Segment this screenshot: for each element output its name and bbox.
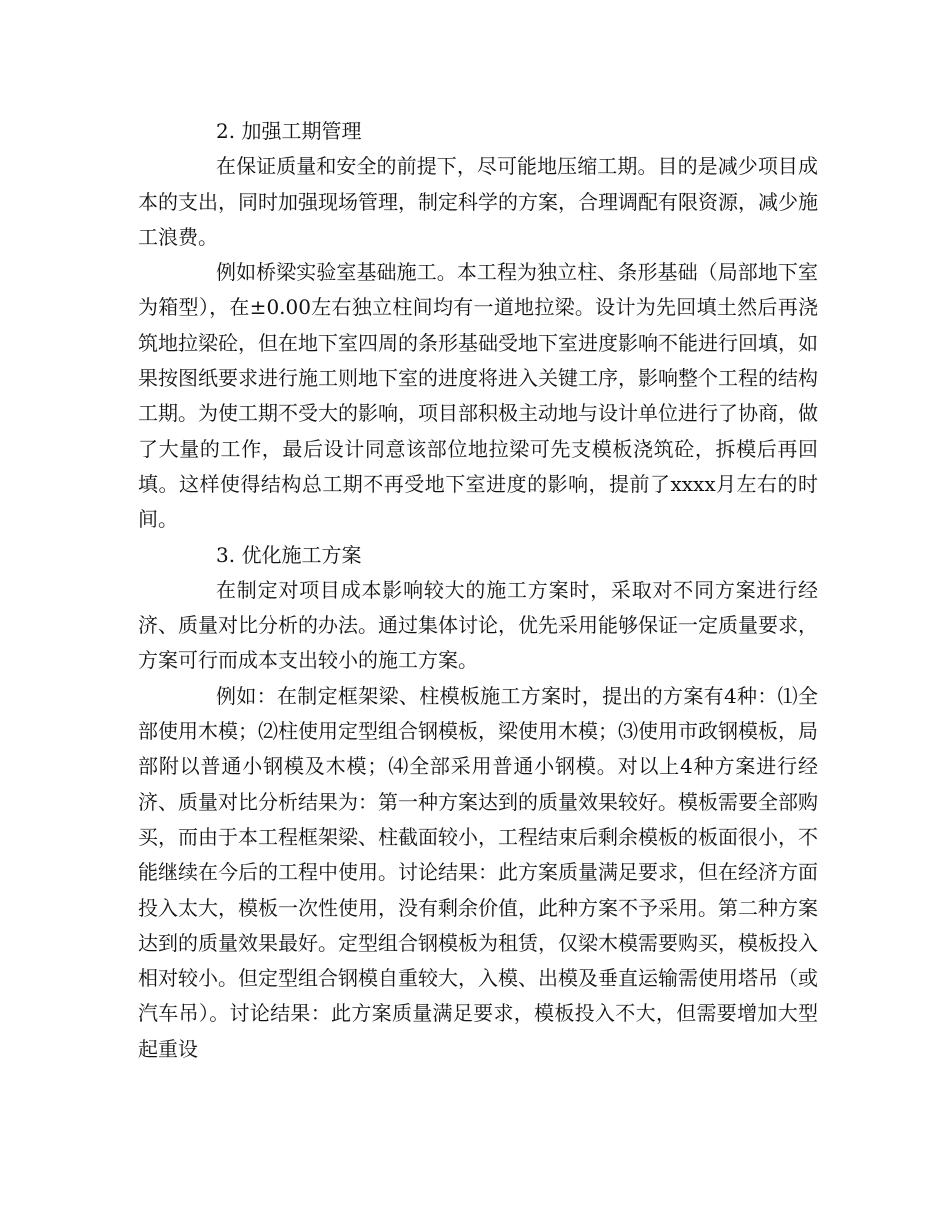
section-heading-2: 2. 加强工期管理 [216, 119, 362, 143]
paragraph-plan-comparison: 在制定对项目成本影响较大的施工方案时，采取对不同方案进行经济、质量对比分析的办法。通过集体讨论，优先采用能够保证一定质量要求，方案可行而成本支出较小的施工方案。 [138, 577, 818, 673]
paragraph-bridge-lab-example: 例如桥梁实验室基础施工。本工程为独立柱、条形基础（局部地下室为箱型），在±0.00左右独立柱间均有一道地拉梁。设计为先回填土然后再浇筑地拉梁砼，但在地下室四周的条形基础受地下室进度影响不能进行回填，如果按图纸要求进行施工则地下室的进度将进入关键工序，影响整个工程的结构工期。为使工期不受大的影响，项目部积极主动地与设计单位进行了协商，做了大量的工作，最后设计同意该部位地拉梁可先支模板浇筑砼，拆模后再回填。这样使得结构总工期不再受地下室进度的影响，提前了xxxx月左右的时间。 [138, 260, 818, 532]
paragraph-schedule-goal: 在保证质量和安全的前提下，尽可能地压缩工期。目的是减少项目成本的支出，同时加强现场管理，制定科学的方案，合理调配有限资源，减少施工浪费。 [138, 154, 818, 249]
document-body [138, 114, 818, 1067]
section-heading-3: 3. 优化施工方案 [216, 542, 362, 567]
paragraph-formwork-example: 例如：在制定框架梁、柱模板施工方案时，提出的方案有4种：⑴全部使用木模；⑵柱使用定型组合钢模板，梁使用木模；⑶使用市政钢模板，局部附以普通小钢模及木模；⑷全部采用普通小钢模。对以上4种方案进行经济、质量对比分析结果为：第一种方案达到的质量效果较好。模板需要全部购买，而由于本工程框架梁、柱截面较小，工程结束后剩余模板的板面很小，不能继续在今后的工程中使用。讨论结果：此方案质量满足要求，但在经济方面投入太大，模板一次性使用，没有剩余价值，此种方案不予采用。第二种方案达到的质量效果最好。定型组合钢模板为租赁，仅梁木模需要购买，模板投入相对较小。但定型组合钢模自重较大，入模、出模及垂直运输需使用塔吊（或汽车吊）。讨论结果：此方案质量满足要求，模板投入不大，但需要增加大型起重设 [138, 683, 818, 1061]
